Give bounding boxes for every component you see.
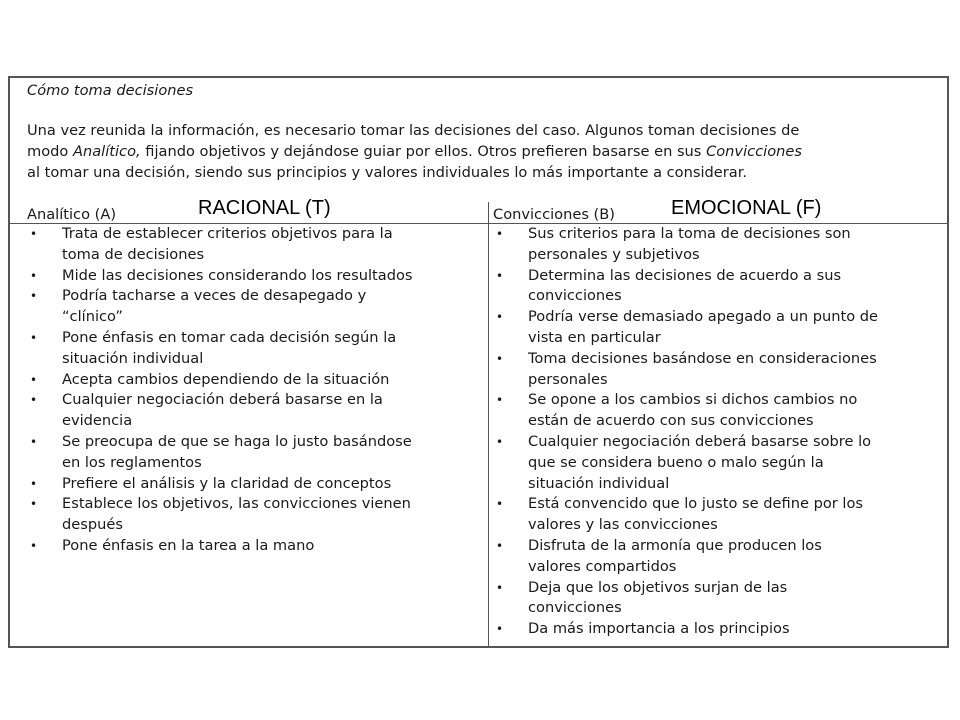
column-a-heading: Analítico (A): [27, 206, 117, 223]
bullet-icon: •: [496, 538, 504, 553]
list-item-text: Cualquier negociación deberá basarse en la: [62, 391, 383, 409]
intro-paragraph: [27, 120, 802, 183]
list-item-text: Da más importancia a los principios: [528, 620, 790, 638]
bullet-icon: •: [30, 538, 38, 553]
bullet-icon: •: [496, 227, 504, 241]
list-item-text: vista en particular: [528, 328, 661, 346]
list-item: [27, 390, 482, 432]
bullet-icon: •: [496, 622, 504, 637]
list-item-text: Pone énfasis en tomar cada decisión según la: [62, 328, 397, 346]
list-item-text: Pone énfasis en la tarea a la mano: [62, 536, 315, 554]
list-item-text: toma de decisiones: [62, 245, 205, 263]
list-item-text: Establece los objetivos, las convicciones vienen: [62, 495, 411, 513]
list-item-text: Se preocupa de que se haga lo justo basándose: [62, 432, 412, 450]
list-item-text: Sus criterios para la toma de decisiones son: [528, 225, 851, 242]
overlay-label-emocional: EMOCIONAL (F): [671, 197, 822, 219]
bullet-icon: •: [30, 227, 38, 241]
list-item-text: valores compartidos: [528, 557, 677, 575]
intro-text: Una vez reunida la información, es necesario tomar las decisiones del caso. Algunos toman decisiones de: [27, 122, 800, 139]
bullet-icon: •: [496, 393, 504, 408]
bullet-icon: •: [496, 310, 504, 325]
bullet-icon: •: [30, 497, 38, 512]
list-item-text: Podría verse demasiado apegado a un punto de: [528, 308, 879, 326]
intro-text: fijando objetivos y dejándose guiar por ellos. Otros prefieren basarse en sus: [140, 143, 707, 160]
column-divider: [488, 202, 489, 646]
bullet-icon: •: [30, 330, 38, 345]
list-item: [27, 536, 482, 557]
column-b-heading: Convicciones (B): [493, 206, 615, 223]
list-item-text: situación individual: [62, 349, 204, 367]
list-item: [27, 266, 482, 287]
list-item-text: están de acuerdo con sus convicciones: [528, 412, 814, 430]
list-item-text: Disfruta de la armonía que producen los: [528, 536, 822, 554]
list-item-text: Toma decisiones basándose en consideraciones: [528, 349, 877, 367]
list-item-text: en los reglamentos: [62, 453, 202, 471]
intro-italic-analitico: Analítico,: [72, 143, 141, 160]
list-item-text: personales: [528, 370, 608, 388]
bullet-icon: •: [496, 497, 504, 512]
list-item: [27, 328, 482, 370]
bullet-icon: •: [30, 393, 38, 408]
bullet-icon: •: [496, 580, 504, 595]
list-item: [493, 536, 943, 578]
list-item: [493, 494, 943, 536]
list-item-text: después: [62, 516, 123, 534]
list-item: [27, 224, 482, 266]
list-item-text: Podría tacharse a veces de desapegado y: [62, 287, 367, 305]
list-item-text: “clínico”: [62, 308, 123, 326]
bullet-icon: •: [30, 372, 38, 387]
list-item: [27, 474, 482, 495]
bullet-icon: •: [30, 268, 38, 283]
list-item: [493, 432, 943, 494]
list-item: [27, 432, 482, 474]
list-item: [493, 224, 943, 266]
bullet-icon: •: [30, 289, 38, 304]
bullet-icon: •: [30, 434, 38, 449]
list-item: [493, 619, 943, 640]
bullet-icon: •: [496, 268, 504, 283]
intro-line-1: [27, 120, 802, 141]
list-item-text: valores y las convicciones: [528, 516, 718, 534]
list-item: [493, 390, 943, 432]
list-item-text: Acepta cambios dependiendo de la situación: [62, 370, 390, 388]
intro-line-2: [27, 141, 802, 162]
list-item: [493, 578, 943, 620]
list-item-text: que se considera bueno o malo según la: [528, 453, 824, 471]
list-item-text: Determina las decisiones de acuerdo a sus: [528, 266, 842, 284]
intro-line-3: [27, 162, 802, 183]
list-item-text: Deja que los objetivos surjan de las: [528, 578, 788, 596]
list-item: [27, 494, 482, 536]
bullet-icon: •: [30, 476, 38, 491]
intro-text: modo: [27, 143, 73, 160]
list-item-text: convicciones: [528, 287, 622, 305]
column-a-list: [27, 224, 482, 557]
list-item-text: Mide las decisiones considerando los resultados: [62, 266, 413, 284]
list-item: [27, 286, 482, 328]
list-item-text: evidencia: [62, 412, 133, 430]
column-b-list: [493, 224, 943, 640]
list-item-text: Está convencido que lo justo se define por los: [528, 495, 863, 513]
document-box: [8, 76, 949, 648]
list-item-text: Trata de establecer criterios objetivos para la: [62, 225, 393, 242]
intro-italic-convicciones: Convicciones: [706, 143, 802, 160]
overlay-label-racional: RACIONAL (T): [198, 197, 331, 219]
document-title: Cómo toma decisiones: [27, 82, 194, 99]
list-item-text: Cualquier negociación deberá basarse sobre lo: [528, 432, 872, 450]
list-item-text: convicciones: [528, 599, 622, 617]
bullet-icon: •: [496, 351, 504, 366]
list-item-text: personales y subjetivos: [528, 245, 700, 263]
list-item: [493, 307, 943, 349]
list-item: [493, 266, 943, 308]
list-item-text: Prefiere el análisis y la claridad de conceptos: [62, 474, 392, 492]
list-item: [27, 370, 482, 391]
bullet-icon: •: [496, 434, 504, 449]
list-item-text: Se opone a los cambios si dichos cambios no: [528, 391, 858, 409]
intro-text: al tomar una decisión, siendo sus principios y valores individuales lo más importante a considerar.: [27, 164, 747, 181]
list-item: [493, 349, 943, 391]
list-item-text: situación individual: [528, 474, 670, 492]
